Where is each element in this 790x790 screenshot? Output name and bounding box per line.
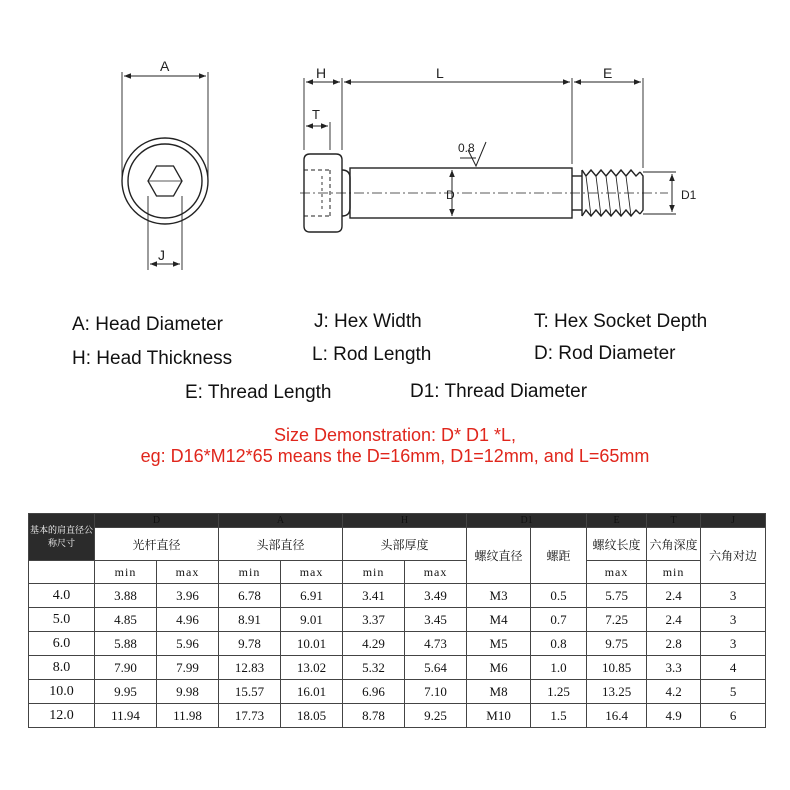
table-cell: 6.96	[343, 680, 405, 704]
label-L: L	[436, 65, 444, 81]
demo-line-1: Size Demonstration: D* D1 *L,	[273, 425, 517, 445]
max-label: max	[157, 561, 219, 584]
table-cell: 0.7	[531, 608, 587, 632]
spec-table-body	[29, 584, 766, 728]
label-roughness: 0.8	[458, 141, 475, 155]
min-label: min	[219, 561, 281, 584]
top-header-D1: D1	[467, 514, 587, 528]
table-row	[29, 608, 766, 632]
min-label: min	[95, 561, 157, 584]
label-D1: D1	[681, 188, 697, 202]
label-J: J	[158, 247, 165, 263]
table-cell: 3	[701, 584, 766, 608]
table-cell: 12.0	[29, 704, 95, 728]
legend-H: H: Head Thickness	[72, 348, 233, 369]
table-cell: M8	[467, 680, 531, 704]
table-cell: 11.98	[157, 704, 219, 728]
label-D: D	[446, 188, 455, 202]
legend-D1: D1: Thread Diameter	[410, 381, 588, 402]
table-cell: 10.85	[587, 656, 647, 680]
bolt-side-view	[300, 78, 676, 232]
table-cell: 9.98	[157, 680, 219, 704]
table-cell: 16.4	[587, 704, 647, 728]
table-cell: 3	[701, 632, 766, 656]
top-header-J: J	[701, 514, 766, 528]
table-cell: M6	[467, 656, 531, 680]
table-cell: 5.88	[95, 632, 157, 656]
table-cell: 16.01	[281, 680, 343, 704]
table-cell: 4.2	[647, 680, 701, 704]
sub-header-thread-dia: 螺纹直径	[467, 528, 531, 584]
min-label: min	[647, 561, 701, 584]
table-cell: 10.0	[29, 680, 95, 704]
max-label: max	[405, 561, 467, 584]
top-header-A: A	[219, 514, 343, 528]
head-end-view	[122, 72, 208, 270]
table-cell: 3.37	[343, 608, 405, 632]
table-cell: 0.8	[531, 632, 587, 656]
table-cell: 1.25	[531, 680, 587, 704]
max-label: max	[281, 561, 343, 584]
table-cell: 7.99	[157, 656, 219, 680]
table-cell: 12.83	[219, 656, 281, 680]
label-A: A	[160, 58, 170, 74]
table-cell: 17.73	[219, 704, 281, 728]
table-cell: 11.94	[95, 704, 157, 728]
table-cell: 0.5	[531, 584, 587, 608]
table-cell: 6	[701, 704, 766, 728]
table-cell: 5.0	[29, 608, 95, 632]
blank-cell	[29, 561, 95, 584]
table-cell: 2.8	[647, 632, 701, 656]
legend-L: L: Rod Length	[312, 344, 432, 365]
label-H: H	[316, 65, 327, 81]
legend-E: E: Thread Length	[185, 382, 332, 403]
table-row	[29, 632, 766, 656]
table-cell: 5.75	[587, 584, 647, 608]
table-cell: M4	[467, 608, 531, 632]
table-cell: 3.88	[95, 584, 157, 608]
table-cell: 3.96	[157, 584, 219, 608]
table-cell: 5.64	[405, 656, 467, 680]
table-cell: M10	[467, 704, 531, 728]
label-E: E	[603, 65, 613, 81]
table-row	[29, 704, 766, 728]
sub-header-thread-len: 螺纹长度	[587, 528, 647, 561]
table-cell: 9.78	[219, 632, 281, 656]
table-cell: 4.29	[343, 632, 405, 656]
sub-header-rod-dia: 光杆直径	[95, 528, 219, 561]
sub-header-head-dia: 头部直径	[219, 528, 343, 561]
table-cell: 9.01	[281, 608, 343, 632]
sub-header-pitch: 螺距	[531, 528, 587, 584]
table-cell: 5.96	[157, 632, 219, 656]
table-cell: 4	[701, 656, 766, 680]
table-cell: 3.41	[343, 584, 405, 608]
legend-A: A: Head Diameter	[72, 314, 224, 335]
sub-header-hex-depth: 六角深度	[647, 528, 701, 561]
table-cell: 3.45	[405, 608, 467, 632]
table-cell: 7.90	[95, 656, 157, 680]
table-cell: 8.0	[29, 656, 95, 680]
table-cell: 1.5	[531, 704, 587, 728]
table-row	[29, 584, 766, 608]
legend-D: D: Rod Diameter	[534, 343, 676, 364]
legend-J: J: Hex Width	[314, 311, 422, 332]
table-cell: 1.0	[531, 656, 587, 680]
label-T: T	[312, 107, 320, 122]
table-cell: 5.32	[343, 656, 405, 680]
table-cell: 4.73	[405, 632, 467, 656]
table-cell: 4.96	[157, 608, 219, 632]
table-cell: 8.78	[343, 704, 405, 728]
min-label: min	[343, 561, 405, 584]
table-cell: 13.25	[587, 680, 647, 704]
top-header-T: T	[647, 514, 701, 528]
table-cell: 2.4	[647, 608, 701, 632]
top-header-H: H	[343, 514, 467, 528]
table-cell: 4.0	[29, 584, 95, 608]
table-cell: 13.02	[281, 656, 343, 680]
table-cell: 2.4	[647, 584, 701, 608]
table-cell: 15.57	[219, 680, 281, 704]
table-row	[29, 680, 766, 704]
table-cell: 8.91	[219, 608, 281, 632]
table-cell: 9.25	[405, 704, 467, 728]
table-cell: 9.75	[587, 632, 647, 656]
sub-header-head-thick: 头部厚度	[343, 528, 467, 561]
technical-drawing	[0, 0, 790, 300]
max-label: max	[587, 561, 647, 584]
table-cell: 3	[701, 608, 766, 632]
top-header-E: E	[587, 514, 647, 528]
table-cell: M5	[467, 632, 531, 656]
table-row	[29, 656, 766, 680]
corner-header: 基本的肩直径公称尺寸	[29, 514, 95, 561]
table-cell: 9.95	[95, 680, 157, 704]
table-cell: 4.85	[95, 608, 157, 632]
table-cell: 7.25	[587, 608, 647, 632]
table-cell: 6.91	[281, 584, 343, 608]
sub-header-hex-width: 六角对边	[701, 528, 766, 584]
table-cell: 6.0	[29, 632, 95, 656]
table-cell: 3.49	[405, 584, 467, 608]
spec-table	[28, 513, 766, 728]
table-cell: 6.78	[219, 584, 281, 608]
table-cell: 18.05	[281, 704, 343, 728]
top-header-D: D	[95, 514, 219, 528]
table-cell: M3	[467, 584, 531, 608]
table-cell: 4.9	[647, 704, 701, 728]
demo-line-2: eg: D16*M12*65 means the D=16mm, D1=12mm, and L=65mm	[140, 446, 650, 466]
table-cell: 7.10	[405, 680, 467, 704]
table-cell: 3.3	[647, 656, 701, 680]
legend-T: T: Hex Socket Depth	[534, 311, 708, 332]
table-cell: 5	[701, 680, 766, 704]
table-cell: 10.01	[281, 632, 343, 656]
